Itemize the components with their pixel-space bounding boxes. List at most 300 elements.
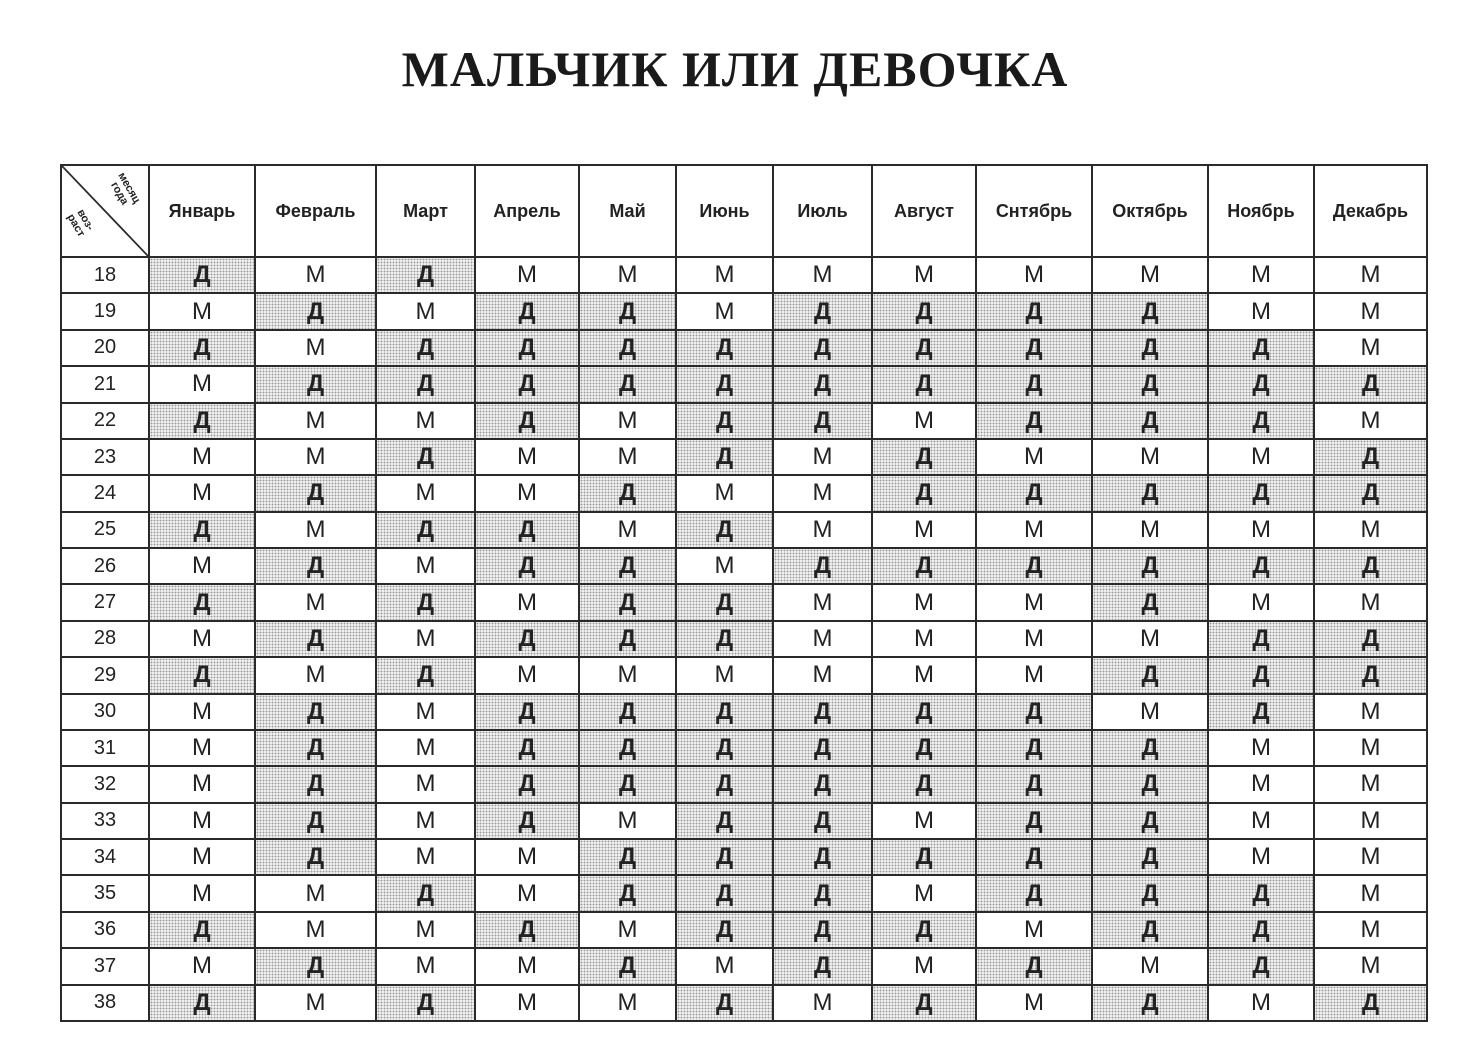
corner-month-label: месяц года <box>107 170 143 207</box>
age-cell: 25 <box>61 512 149 548</box>
girl-cell: Д <box>376 366 475 402</box>
girl-cell: Д <box>1208 912 1314 948</box>
boy-cell: М <box>976 512 1092 548</box>
girl-cell: Д <box>1092 766 1208 802</box>
boy-cell: М <box>1092 621 1208 657</box>
girl-cell: Д <box>1092 584 1208 620</box>
month-header: Март <box>376 165 475 257</box>
girl-cell: Д <box>149 657 255 693</box>
girl-cell: Д <box>149 330 255 366</box>
girl-cell: Д <box>976 766 1092 802</box>
boy-cell: М <box>149 948 255 984</box>
chart-body <box>61 257 1427 1021</box>
boy-cell: М <box>1314 293 1427 329</box>
girl-cell: Д <box>475 293 579 329</box>
girl-cell: Д <box>1314 985 1427 1022</box>
girl-cell: Д <box>976 293 1092 329</box>
boy-cell: М <box>1208 584 1314 620</box>
boy-cell: М <box>149 766 255 802</box>
girl-cell: Д <box>255 548 376 584</box>
girl-cell: Д <box>773 694 872 730</box>
age-cell: 29 <box>61 657 149 693</box>
girl-cell: Д <box>1092 403 1208 439</box>
girl-cell: Д <box>1208 403 1314 439</box>
girl-cell: Д <box>376 985 475 1022</box>
table-row <box>61 985 1427 1022</box>
girl-cell: Д <box>1314 548 1427 584</box>
girl-cell: Д <box>376 257 475 293</box>
boy-cell: М <box>149 621 255 657</box>
girl-cell: Д <box>255 839 376 875</box>
boy-cell: М <box>475 439 579 475</box>
girl-cell: Д <box>976 948 1092 984</box>
girl-cell: Д <box>475 366 579 402</box>
girl-cell: Д <box>579 330 676 366</box>
girl-cell: Д <box>579 584 676 620</box>
girl-cell: Д <box>676 439 773 475</box>
boy-cell: М <box>579 439 676 475</box>
table-row <box>61 694 1427 730</box>
girl-cell: Д <box>376 330 475 366</box>
boy-cell: М <box>676 293 773 329</box>
girl-cell: Д <box>872 475 976 511</box>
gender-chart-table <box>60 164 1428 1022</box>
boy-cell: М <box>475 948 579 984</box>
boy-cell: М <box>149 839 255 875</box>
boy-cell: М <box>376 948 475 984</box>
boy-cell: М <box>976 439 1092 475</box>
girl-cell: Д <box>1314 657 1427 693</box>
girl-cell: Д <box>376 512 475 548</box>
boy-cell: М <box>1314 584 1427 620</box>
boy-cell: М <box>376 803 475 839</box>
girl-cell: Д <box>676 839 773 875</box>
girl-cell: Д <box>773 403 872 439</box>
girl-cell: Д <box>773 548 872 584</box>
girl-cell: Д <box>475 730 579 766</box>
girl-cell: Д <box>579 694 676 730</box>
girl-cell: Д <box>676 330 773 366</box>
girl-cell: Д <box>255 475 376 511</box>
girl-cell: Д <box>773 948 872 984</box>
boy-cell: М <box>773 621 872 657</box>
girl-cell: Д <box>976 803 1092 839</box>
girl-cell: Д <box>1208 657 1314 693</box>
girl-cell: Д <box>579 475 676 511</box>
boy-cell: М <box>773 439 872 475</box>
girl-cell: Д <box>149 985 255 1022</box>
girl-cell: Д <box>676 621 773 657</box>
boy-cell: М <box>1092 257 1208 293</box>
boy-cell: М <box>872 803 976 839</box>
girl-cell: Д <box>1314 366 1427 402</box>
boy-cell: М <box>1208 439 1314 475</box>
girl-cell: Д <box>579 621 676 657</box>
boy-cell: М <box>872 657 976 693</box>
header-row <box>61 165 1427 257</box>
girl-cell: Д <box>255 948 376 984</box>
month-header: Февраль <box>255 165 376 257</box>
boy-cell: М <box>475 584 579 620</box>
girl-cell: Д <box>255 694 376 730</box>
girl-cell: Д <box>872 366 976 402</box>
boy-cell: М <box>676 257 773 293</box>
boy-cell: М <box>1208 293 1314 329</box>
boy-cell: М <box>976 657 1092 693</box>
boy-cell: М <box>872 621 976 657</box>
boy-cell: М <box>475 985 579 1022</box>
boy-cell: М <box>773 475 872 511</box>
table-row <box>61 293 1427 329</box>
boy-cell: М <box>255 584 376 620</box>
girl-cell: Д <box>976 475 1092 511</box>
boy-cell: М <box>1314 803 1427 839</box>
month-header: Апрель <box>475 165 579 257</box>
girl-cell: Д <box>1092 912 1208 948</box>
boy-cell: М <box>149 366 255 402</box>
table-row <box>61 803 1427 839</box>
boy-cell: М <box>475 875 579 911</box>
girl-cell: Д <box>1208 475 1314 511</box>
girl-cell: Д <box>872 839 976 875</box>
table-row <box>61 403 1427 439</box>
girl-cell: Д <box>475 403 579 439</box>
corner-header <box>61 165 149 257</box>
age-cell: 35 <box>61 875 149 911</box>
age-cell: 37 <box>61 948 149 984</box>
boy-cell: М <box>376 293 475 329</box>
girl-cell: Д <box>579 366 676 402</box>
boy-cell: М <box>1314 948 1427 984</box>
boy-cell: М <box>773 657 872 693</box>
girl-cell: Д <box>1092 803 1208 839</box>
girl-cell: Д <box>676 512 773 548</box>
boy-cell: М <box>149 875 255 911</box>
boy-cell: М <box>1314 512 1427 548</box>
age-cell: 22 <box>61 403 149 439</box>
girl-cell: Д <box>872 766 976 802</box>
boy-cell: М <box>1314 839 1427 875</box>
boy-cell: М <box>255 985 376 1022</box>
girl-cell: Д <box>1208 330 1314 366</box>
girl-cell: Д <box>255 366 376 402</box>
age-cell: 30 <box>61 694 149 730</box>
boy-cell: М <box>1314 912 1427 948</box>
boy-cell: М <box>149 548 255 584</box>
table-row <box>61 475 1427 511</box>
boy-cell: М <box>976 621 1092 657</box>
boy-cell: М <box>255 875 376 911</box>
girl-cell: Д <box>976 403 1092 439</box>
boy-cell: М <box>149 694 255 730</box>
boy-cell: М <box>1208 839 1314 875</box>
girl-cell: Д <box>1092 293 1208 329</box>
girl-cell: Д <box>1208 366 1314 402</box>
boy-cell: М <box>475 839 579 875</box>
boy-cell: М <box>1092 948 1208 984</box>
girl-cell: Д <box>872 694 976 730</box>
girl-cell: Д <box>976 694 1092 730</box>
girl-cell: Д <box>676 403 773 439</box>
age-cell: 33 <box>61 803 149 839</box>
girl-cell: Д <box>475 912 579 948</box>
table-row <box>61 584 1427 620</box>
girl-cell: Д <box>773 330 872 366</box>
boy-cell: М <box>376 766 475 802</box>
girl-cell: Д <box>149 584 255 620</box>
age-cell: 21 <box>61 366 149 402</box>
boy-cell: М <box>1314 875 1427 911</box>
table-row <box>61 548 1427 584</box>
boy-cell: М <box>976 584 1092 620</box>
boy-cell: М <box>255 330 376 366</box>
girl-cell: Д <box>475 694 579 730</box>
boy-cell: М <box>376 730 475 766</box>
girl-cell: Д <box>579 875 676 911</box>
girl-cell: Д <box>1314 621 1427 657</box>
girl-cell: Д <box>976 548 1092 584</box>
boy-cell: М <box>773 512 872 548</box>
girl-cell: Д <box>475 330 579 366</box>
boy-cell: М <box>376 548 475 584</box>
boy-cell: М <box>579 403 676 439</box>
table-row <box>61 366 1427 402</box>
boy-cell: М <box>976 912 1092 948</box>
age-cell: 24 <box>61 475 149 511</box>
girl-cell: Д <box>475 621 579 657</box>
boy-cell: М <box>376 694 475 730</box>
girl-cell: Д <box>773 293 872 329</box>
girl-cell: Д <box>872 730 976 766</box>
boy-cell: М <box>1208 512 1314 548</box>
age-cell: 32 <box>61 766 149 802</box>
month-header: Август <box>872 165 976 257</box>
girl-cell: Д <box>976 839 1092 875</box>
girl-cell: Д <box>676 803 773 839</box>
age-cell: 36 <box>61 912 149 948</box>
girl-cell: Д <box>255 766 376 802</box>
boy-cell: М <box>255 657 376 693</box>
boy-cell: М <box>149 475 255 511</box>
table-row <box>61 730 1427 766</box>
boy-cell: М <box>1092 512 1208 548</box>
girl-cell: Д <box>579 766 676 802</box>
boy-cell: М <box>872 875 976 911</box>
girl-cell: Д <box>1208 621 1314 657</box>
girl-cell: Д <box>676 985 773 1022</box>
girl-cell: Д <box>376 875 475 911</box>
boy-cell: М <box>376 912 475 948</box>
girl-cell: Д <box>149 512 255 548</box>
girl-cell: Д <box>872 912 976 948</box>
month-header: Июнь <box>676 165 773 257</box>
girl-cell: Д <box>255 803 376 839</box>
girl-cell: Д <box>976 730 1092 766</box>
girl-cell: Д <box>255 293 376 329</box>
girl-cell: Д <box>773 766 872 802</box>
month-header: Снтябрь <box>976 165 1092 257</box>
table-row <box>61 875 1427 911</box>
table-row <box>61 330 1427 366</box>
girl-cell: Д <box>676 366 773 402</box>
boy-cell: М <box>475 657 579 693</box>
boy-cell: М <box>255 912 376 948</box>
girl-cell: Д <box>676 766 773 802</box>
girl-cell: Д <box>376 657 475 693</box>
girl-cell: Д <box>475 512 579 548</box>
month-header: Май <box>579 165 676 257</box>
girl-cell: Д <box>1092 875 1208 911</box>
table-row <box>61 439 1427 475</box>
age-cell: 26 <box>61 548 149 584</box>
girl-cell: Д <box>149 257 255 293</box>
girl-cell: Д <box>579 548 676 584</box>
corner-age-label: воз- раст <box>64 207 97 240</box>
girl-cell: Д <box>773 875 872 911</box>
table-row <box>61 766 1427 802</box>
age-cell: 19 <box>61 293 149 329</box>
boy-cell: М <box>579 257 676 293</box>
boy-cell: М <box>872 257 976 293</box>
boy-cell: М <box>149 730 255 766</box>
girl-cell: Д <box>1208 948 1314 984</box>
month-header: Октябрь <box>1092 165 1208 257</box>
boy-cell: М <box>376 475 475 511</box>
boy-cell: М <box>676 657 773 693</box>
age-cell: 27 <box>61 584 149 620</box>
boy-cell: М <box>376 621 475 657</box>
girl-cell: Д <box>676 584 773 620</box>
girl-cell: Д <box>149 403 255 439</box>
girl-cell: Д <box>773 803 872 839</box>
table-row <box>61 948 1427 984</box>
girl-cell: Д <box>676 912 773 948</box>
boy-cell: М <box>255 403 376 439</box>
girl-cell: Д <box>976 330 1092 366</box>
boy-cell: М <box>376 403 475 439</box>
girl-cell: Д <box>1092 366 1208 402</box>
boy-cell: М <box>872 403 976 439</box>
table-row <box>61 657 1427 693</box>
girl-cell: Д <box>773 912 872 948</box>
girl-cell: Д <box>976 366 1092 402</box>
boy-cell: М <box>1314 730 1427 766</box>
boy-cell: М <box>872 584 976 620</box>
month-header: Декабрь <box>1314 165 1427 257</box>
boy-cell: М <box>579 912 676 948</box>
age-cell: 34 <box>61 839 149 875</box>
boy-cell: М <box>976 985 1092 1022</box>
age-cell: 38 <box>61 985 149 1022</box>
boy-cell: М <box>1208 730 1314 766</box>
boy-cell: М <box>1314 403 1427 439</box>
girl-cell: Д <box>872 330 976 366</box>
boy-cell: М <box>1314 257 1427 293</box>
girl-cell: Д <box>872 548 976 584</box>
girl-cell: Д <box>1092 330 1208 366</box>
boy-cell: М <box>1314 330 1427 366</box>
boy-cell: М <box>149 439 255 475</box>
month-header: Ноябрь <box>1208 165 1314 257</box>
month-header: Январь <box>149 165 255 257</box>
boy-cell: М <box>255 257 376 293</box>
girl-cell: Д <box>872 293 976 329</box>
boy-cell: М <box>976 257 1092 293</box>
boy-cell: М <box>149 293 255 329</box>
table-row <box>61 839 1427 875</box>
girl-cell: Д <box>255 621 376 657</box>
table-row <box>61 621 1427 657</box>
boy-cell: М <box>579 657 676 693</box>
boy-cell: М <box>1208 766 1314 802</box>
girl-cell: Д <box>1092 730 1208 766</box>
girl-cell: Д <box>376 584 475 620</box>
girl-cell: Д <box>579 730 676 766</box>
boy-cell: М <box>872 948 976 984</box>
boy-cell: М <box>773 584 872 620</box>
boy-cell: М <box>1208 803 1314 839</box>
girl-cell: Д <box>1314 439 1427 475</box>
girl-cell: Д <box>676 730 773 766</box>
age-cell: 20 <box>61 330 149 366</box>
girl-cell: Д <box>1092 475 1208 511</box>
boy-cell: М <box>255 512 376 548</box>
boy-cell: М <box>676 475 773 511</box>
girl-cell: Д <box>976 875 1092 911</box>
boy-cell: М <box>676 548 773 584</box>
boy-cell: М <box>1208 985 1314 1022</box>
boy-cell: М <box>475 257 579 293</box>
girl-cell: Д <box>149 912 255 948</box>
girl-cell: Д <box>376 439 475 475</box>
boy-cell: М <box>1314 766 1427 802</box>
girl-cell: Д <box>676 694 773 730</box>
girl-cell: Д <box>773 366 872 402</box>
girl-cell: Д <box>676 875 773 911</box>
age-cell: 28 <box>61 621 149 657</box>
boy-cell: М <box>149 803 255 839</box>
boy-cell: М <box>1208 257 1314 293</box>
age-cell: 23 <box>61 439 149 475</box>
boy-cell: М <box>1314 694 1427 730</box>
girl-cell: Д <box>579 948 676 984</box>
page-title: МАЛЬЧИК ИЛИ ДЕВОЧКА <box>401 41 1069 97</box>
table-row <box>61 512 1427 548</box>
girl-cell: Д <box>1208 875 1314 911</box>
boy-cell: М <box>579 512 676 548</box>
boy-cell: М <box>579 803 676 839</box>
girl-cell: Д <box>1092 985 1208 1022</box>
boy-cell: М <box>773 985 872 1022</box>
month-header: Июль <box>773 165 872 257</box>
girl-cell: Д <box>872 439 976 475</box>
girl-cell: Д <box>475 803 579 839</box>
boy-cell: М <box>1092 439 1208 475</box>
boy-cell: М <box>376 839 475 875</box>
girl-cell: Д <box>1208 548 1314 584</box>
boy-cell: М <box>1092 694 1208 730</box>
girl-cell: Д <box>255 730 376 766</box>
girl-cell: Д <box>1314 475 1427 511</box>
boy-cell: М <box>255 439 376 475</box>
girl-cell: Д <box>1092 548 1208 584</box>
girl-cell: Д <box>475 766 579 802</box>
boy-cell: М <box>579 985 676 1022</box>
girl-cell: Д <box>475 548 579 584</box>
boy-cell: М <box>475 475 579 511</box>
girl-cell: Д <box>872 985 976 1022</box>
boy-cell: М <box>676 948 773 984</box>
